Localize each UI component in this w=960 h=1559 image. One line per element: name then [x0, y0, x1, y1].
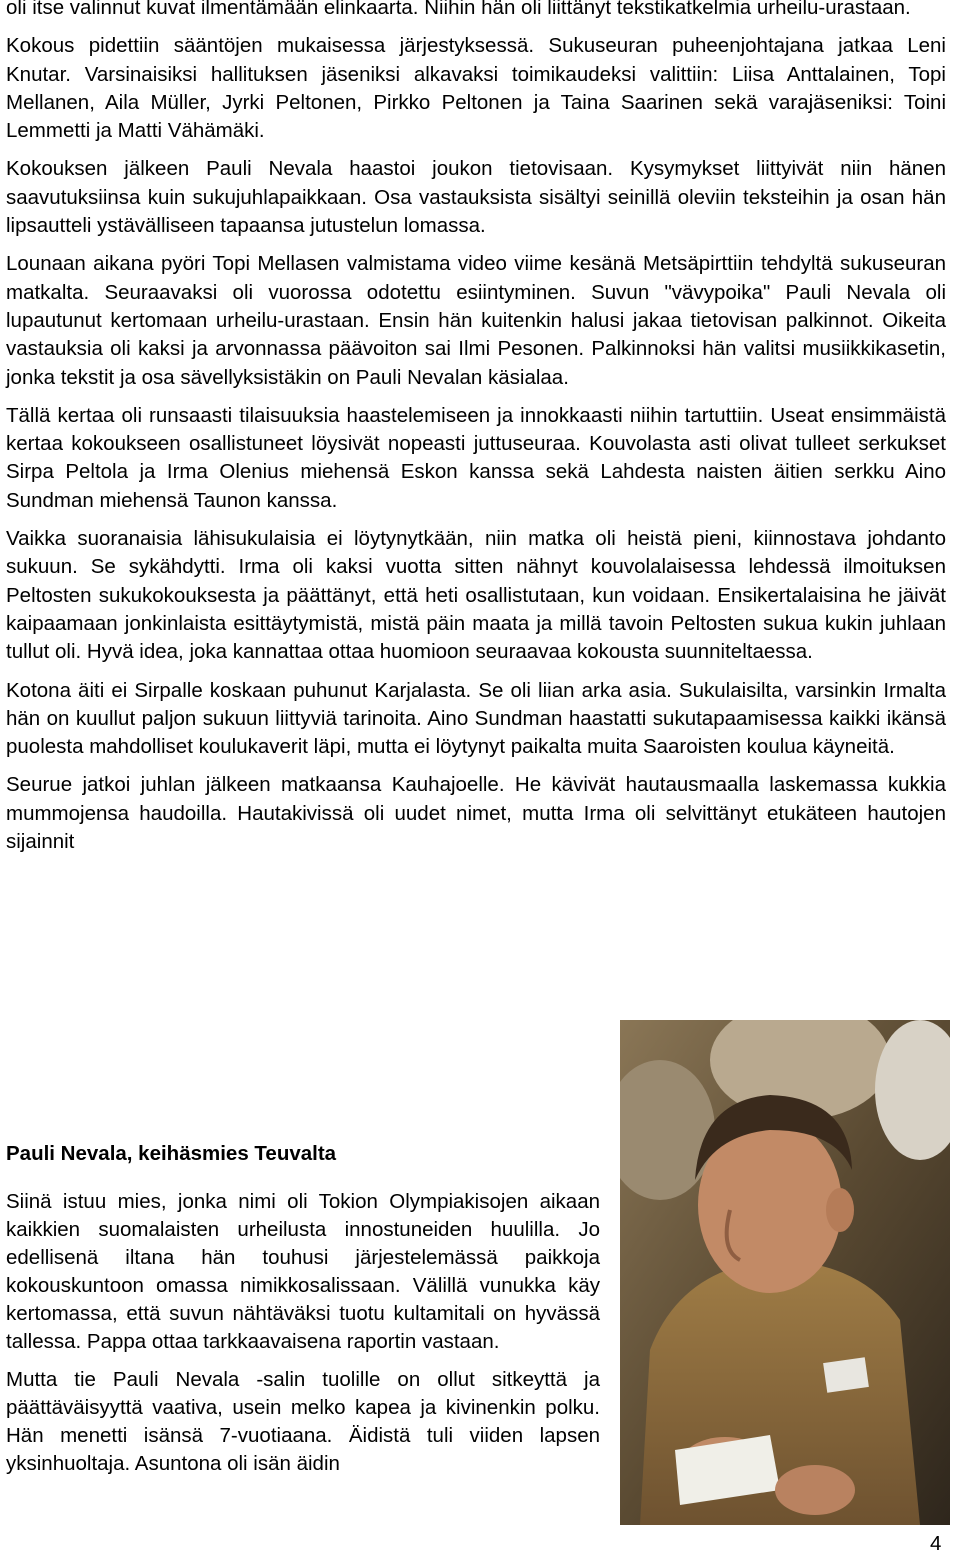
paragraph: Lounaan aikana pyöri Topi Mellasen valmistama video viime kesänä Metsäpirttiin tehdyltä sukuseuran matkalta. Seuraavaksi oli vuorossa odotettu esiintyminen. Suvun "vävypoika" Pauli Nevala oli lupautunut kertomaan urheilu-urastaan. Ensin hän kuitenkin halusi jakaa tietovisan palkinnot. Oikeita vastauksia oli kaksi ja arvonnassa päävoiton sai Ilmi Pesonen. Palkinnoksi hän valitsi musiikkikasetin, jonka tekstit ja osa sävellyksistäkin on Pauli Nevalan käsialaa. [6, 252, 946, 389]
paragraph: oli itse valinnut kuvat ilmentämään elinkaarta. Niihin hän oli liittänyt tekstikatkelmia urheilu-urastaan. [6, 0, 911, 19]
photo-caption-title: Pauli Nevala, keihäsmies Teuvalta [6, 1142, 337, 1165]
paragraph: Tällä kertaa oli runsaasti tilaisuuksia haastelemiseen ja innokkaasti niihin tartuttiin. Useat ensimmäistä kertaa kokoukseen osallistuneet löysivät nopeasti juttuseuraa. Kouvolasta asti olivat tulleet serkukset Sirpa Peltola ja Irma Olenius miehensä Eskon kanssa sekä Lahdesta naisten äitien serkku Aino Sundman miehensä Taunon kanssa. [6, 403, 946, 512]
paragraph: Kokous pidettiin sääntöjen mukaisessa järjestyksessä. Sukuseuran puheenjohtajana jatkaa Leni Knutar. Varsinaisiksi hallituksen jäseniksi alkavaksi toimikaudeksi valittiin: Liisa Anttalainen, Topi Mellanen, Aila Müller, Jyrki Peltonen, Pirkko Peltonen ja Taina Saarinen sekä varajäseniksi: Toini Lemmetti ja Matti Vähämäki. [6, 34, 946, 143]
caption-paragraph: Mutta tie Pauli Nevala -salin tuolille on ollut sitkeyttä ja päättäväisyyttä vaativa, usein melko kapea ja kivinenkin polku. Hän menetti isänsä 7-vuotiaana. Äidistä tuli viiden lapsen yksinhuoltaja. Asuntona oli isän äidin [6, 1368, 600, 1475]
paragraph: Seurue jatkoi juhlan jälkeen matkaansa Kauhajoelle. He kävivät hautausmaalla laskemassa kukkia mummojensa haudoilla. Hautakivissä oli uudet nimet, mutta Irma oli selvittänyt etukäteen hautojen sijainnit [6, 773, 946, 854]
page-number: 4 [930, 1532, 942, 1555]
caption-paragraph: Siinä istuu mies, jonka nimi oli Tokion Olympiakisojen aikaan kaikkien suomalaisten urheilusta innostuneiden huulilla. Jo edellisenä iltana hän touhusi järjestelemässä paikkoja kokouskuntoon omassa nimikkosalissaan. Välillä vunukka käy kertomassa, että suvun nähtäväksi tuotu kultamitali on hyvässä tallessa. Pappa ottaa tarkkaavaisena raportin vastaan. [6, 1190, 600, 1353]
article-body [6, 0, 946, 866]
paragraph: Vaikka suoranaisia lähisukulaisia ei löytynytkään, niin matka oli heistä pieni, kiinnostava johdanto sukuun. Se sykähdytti. Irma oli kaksi vuotta sitten nähnyt kouvolalaisessa lehdessä ilmoituksen Peltosten sukukokouksesta ja päättänyt, että heti osallistutaan, kun voidaan. Ensikertalaisina he jäivät kaipaamaan jonkinlaista esittäytymistä, mistä päin maata ja millä tavoin Peltosten sukua kukin juhlaan tullut oli. Hyvä idea, joka kannattaa ottaa huomioon seuraavaa kokousta suunniteltaessa. [6, 527, 946, 664]
paragraph: Kotona äiti ei Sirpalle koskaan puhunut Karjalasta. Se oli liian arka asia. Sukulaisilta, varsinkin Irmalta hän on kuullut paljon sukuun liittyviä tarinoita. Aino Sundman haastatti sukutapaamisessa kaikki ikänsä puolesta mahdolliset koulukaverit läpi, mutta ei löytynyt paikalta muita Saaroisten koulua käyneitä. [6, 678, 946, 759]
portrait-photo [620, 1020, 950, 1525]
photo-illustration [620, 1020, 950, 1525]
photo-caption [6, 1188, 600, 1488]
paragraph: Kokouksen jälkeen Pauli Nevala haastoi joukon tietovisaan. Kysymykset liittyivät niin hänen saavutuksiinsa kuin sukujuhlapaikkaan. Osa vastauksista sisältyi seinillä oleviin teksteihin ja osan hän lipsautteli ystävälliseen tapaansa jutustelun lomassa. [6, 157, 946, 238]
